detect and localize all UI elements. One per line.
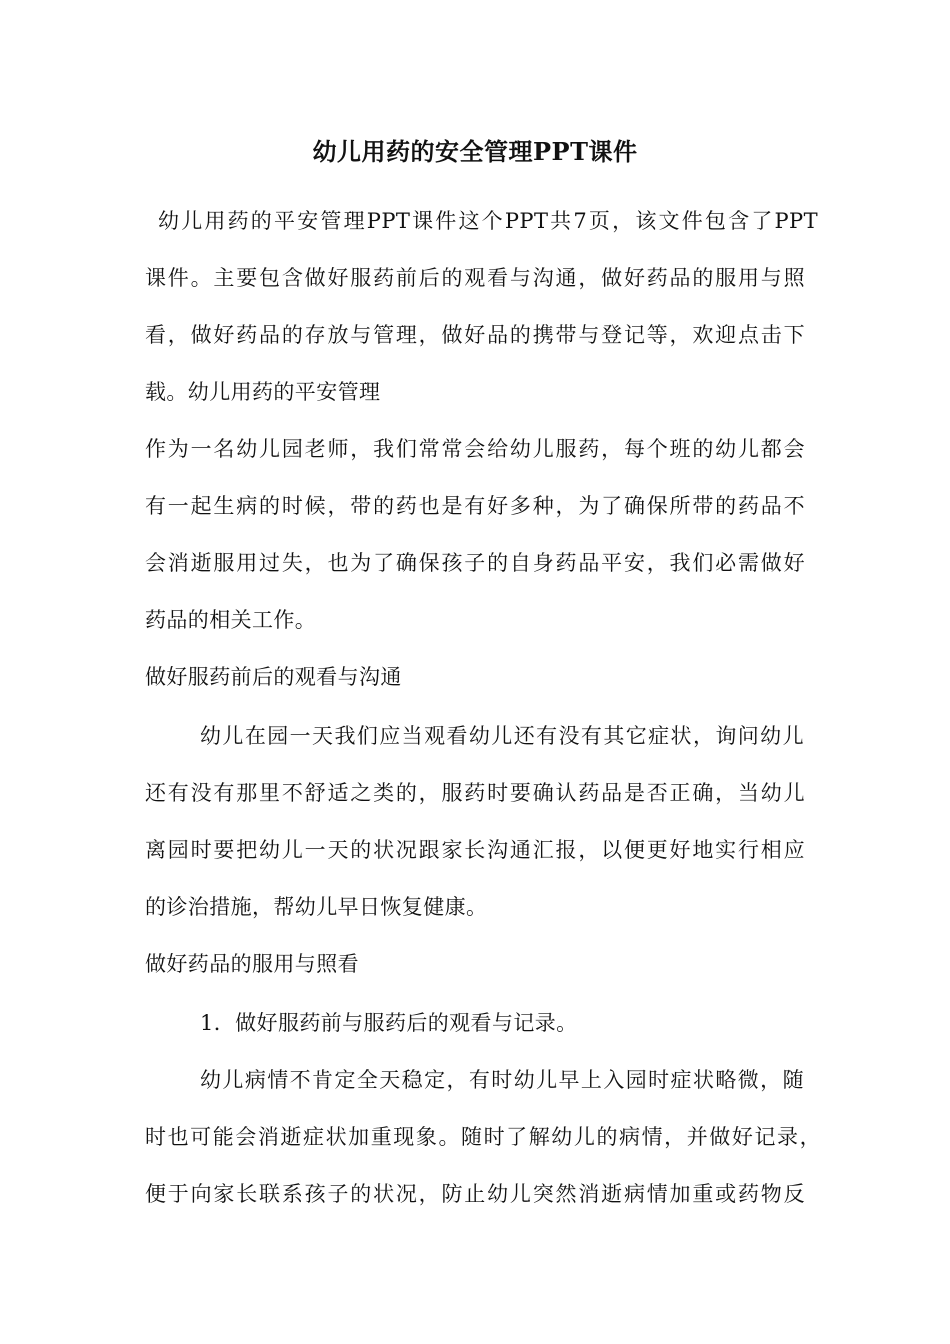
section-heading: 做好服药前后的观看与沟通 — [145, 665, 402, 689]
paragraph-line: 课件。主要包含做好服药前后的观看与沟通，做好药品的服用与照 — [145, 266, 805, 290]
paragraph-line: 还有没有那里不舒适之类的，服药时要确认药品是否正确，当幼儿 — [145, 781, 805, 805]
paragraph-line: 看，做好药品的存放与管理，做好品的携带与登记等，欢迎点击下 — [145, 323, 805, 347]
paragraph-line: 载。幼儿用药的平安管理 — [145, 380, 381, 404]
paragraph-line: 便于向家长联系孩子的状况，防止幼儿突然消逝病情加重或药物反 — [145, 1182, 805, 1206]
paragraph-line: 离园时要把幼儿一天的状况跟家长沟通汇报，以便更好地实行相应 — [145, 838, 805, 862]
paragraph-line: 时也可能会消逝症状加重现象。随时了解幼儿的病情，并做好记录， — [145, 1125, 821, 1149]
paragraph-line: 药品的相关工作。 — [145, 608, 317, 632]
paragraph-line: 作为一名幼儿园老师，我们常常会给幼儿服药，每个班的幼儿都会 — [145, 437, 805, 461]
paragraph-line: 幼儿病情不肯定全天稳定，有时幼儿早上入园时症状略微，随 — [200, 1068, 804, 1092]
paragraph-line: 的诊治措施，帮幼儿早日恢复健康。 — [145, 895, 488, 919]
paragraph-line: 有一起生病的时候，带的药也是有好多种，为了确保所带的药品不 — [145, 494, 805, 518]
document-title: 幼儿用药的安全管理PPT课件 — [312, 137, 638, 166]
list-item: 1．做好服药前与服药后的观看与记录。 — [200, 1011, 578, 1035]
paragraph-line: 幼儿用药的平安管理PPT课件这个PPT共7页，该文件包含了PPT — [158, 209, 818, 233]
section-heading: 做好药品的服用与照看 — [145, 952, 359, 976]
paragraph-line: 会消逝服用过失，也为了确保孩子的自身药品平安，我们必需做好 — [145, 551, 805, 575]
paragraph-line: 幼儿在园一天我们应当观看幼儿还有没有其它症状，询问幼儿 — [200, 724, 804, 748]
